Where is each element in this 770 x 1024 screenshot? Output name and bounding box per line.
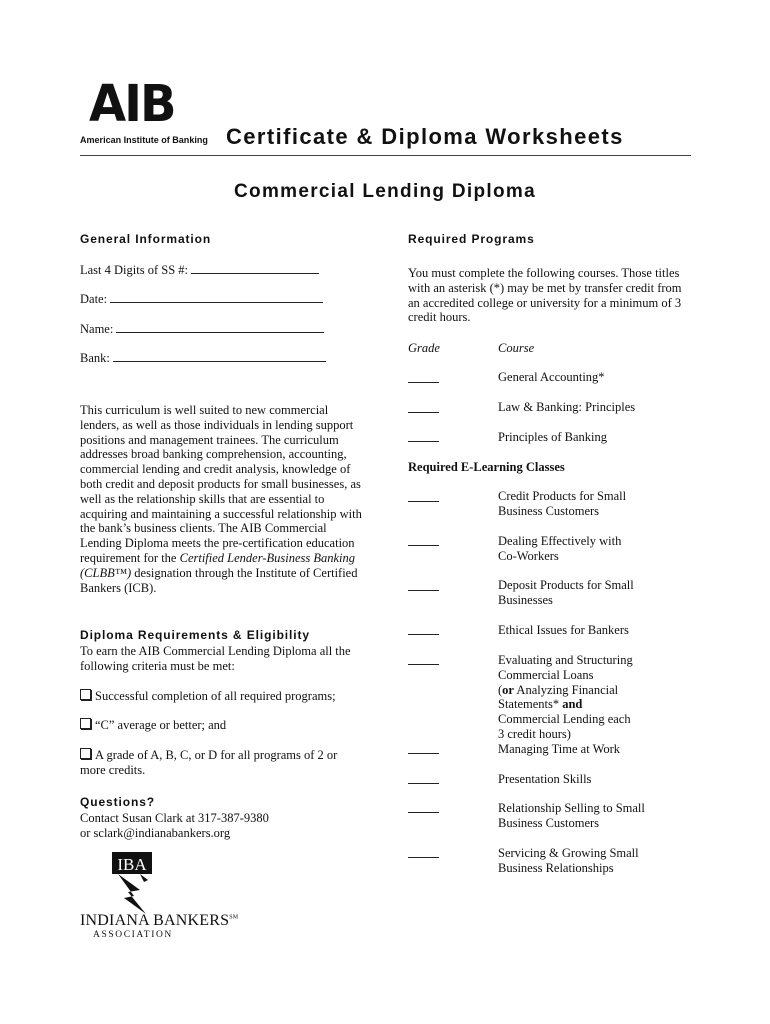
checkbox-icon[interactable] <box>80 718 91 729</box>
general-info-heading: General Information <box>80 232 212 246</box>
grade-blank[interactable] <box>408 802 439 817</box>
iba-association: ASSOCIATION <box>93 930 173 940</box>
checkbox-icon[interactable] <box>80 748 91 759</box>
iba-emblem-icon <box>110 850 154 918</box>
grade-blank[interactable] <box>408 372 439 387</box>
bank-field[interactable] <box>80 351 326 366</box>
programs-heading: Required Programs <box>408 232 535 246</box>
course-note: (or Analyzing Financial Statements* and Commercial Lending each 3 credit hours) <box>498 682 631 741</box>
requirements-intro: To earn the AIB Commercial Lending Diploma all the following criteria must be met: <box>80 644 351 673</box>
course-name: Evaluating and Structuring Commercial Loans (or Analyzing Financial Statements* and Commercial Lending each 3 credit hours) <box>498 653 638 742</box>
course-name: Principles of Banking <box>498 430 608 444</box>
course-name: Dealing Effectively with Co-Workers <box>498 534 622 563</box>
grade-blank[interactable] <box>408 654 439 669</box>
elearning-heading: Required E-Learning Classes <box>408 460 565 474</box>
questions-heading: Questions? <box>80 795 156 809</box>
grade-blank[interactable] <box>408 535 439 550</box>
name-label: Name: <box>80 322 114 336</box>
page-subtitle: Commercial Lending Diploma <box>234 181 536 202</box>
date-label: Date: <box>80 292 108 306</box>
course-name: Presentation Skills <box>498 772 592 786</box>
requirements-heading: Diploma Requirements & Eligibility <box>80 628 310 642</box>
grade-blank[interactable] <box>408 580 439 595</box>
checkbox-icon[interactable] <box>80 689 91 700</box>
grade-blank[interactable] <box>408 773 439 788</box>
bank-input-line[interactable] <box>113 351 326 362</box>
iba-name: INDIANA BANKERS℠ <box>80 912 239 929</box>
course-name: Servicing & Growing Small Business Relationships <box>498 846 639 875</box>
programs-intro: You must complete the following courses. Those titles with an asterisk (*) may be met by transfer credit from an accredited college or university for a minimum of 3 credit hours. <box>408 266 682 325</box>
grade-blank[interactable] <box>408 743 439 758</box>
ss-label: Last 4 Digits of SS #: <box>80 263 188 277</box>
date-field[interactable] <box>80 292 323 307</box>
course-name: Relationship Selling to Small Business Customers <box>498 801 645 830</box>
date-input-line[interactable] <box>110 292 323 303</box>
name-field[interactable] <box>80 322 324 337</box>
grade-blank[interactable] <box>408 402 439 417</box>
aib-logo-subtitle: American Institute of Banking <box>80 135 208 146</box>
requirement-item-2: “C” average or better; and <box>80 718 365 733</box>
curriculum-description: This curriculum is well suited to new commercial lenders, as well as those individuals in lending support positions and management trainees. The curriculum addresses broad banking comprehension, accounting, commercial lending and credit analysis, knowledge of both credit and deposit products for small businesses, as well as the relationship skills that are essential to acquiring and maintaining a successful relationship with the bank’s business clients. The AIB Commercial Lending Diploma meets the pre-certification education requirement for the Certified Lender-Business Banking (CLBB™) designation through the Institute of Certified Bankers (ICB). <box>80 403 362 595</box>
iba-badge-text: IBA <box>117 855 147 874</box>
grade-blank[interactable] <box>408 491 439 506</box>
ss-field[interactable] <box>80 263 319 278</box>
page-title: Certificate & Diploma Worksheets <box>226 124 624 149</box>
course-name: Managing Time at Work <box>498 742 621 756</box>
bank-label: Bank: <box>80 351 110 365</box>
grade-column-header: Grade <box>408 341 440 355</box>
course-name: Credit Products for Small Business Customers <box>498 489 627 518</box>
requirement-item-1: Successful completion of all required programs; <box>80 689 365 704</box>
course-name: General Accounting* <box>498 370 605 384</box>
name-input-line[interactable] <box>116 322 324 333</box>
course-name: Law & Banking: Principles <box>498 400 636 414</box>
grade-blank[interactable] <box>408 431 439 446</box>
contact-line: Contact Susan Clark at 317-387-9380 <box>80 811 269 825</box>
contact-email[interactable]: or sclark@indianabankers.org <box>80 826 231 840</box>
grade-blank[interactable] <box>408 847 439 862</box>
title-divider <box>80 155 691 156</box>
course-name: Deposit Products for Small Businesses <box>498 578 634 607</box>
ss-input-line[interactable] <box>191 263 319 274</box>
aib-logo: AIB <box>89 74 175 134</box>
course-column-header: Course <box>498 341 535 355</box>
requirement-item-3: A grade of A, B, C, or D for all programs of 2 or more credits. <box>80 748 338 777</box>
course-name: Ethical Issues for Bankers <box>498 623 629 637</box>
grade-blank[interactable] <box>408 624 439 639</box>
